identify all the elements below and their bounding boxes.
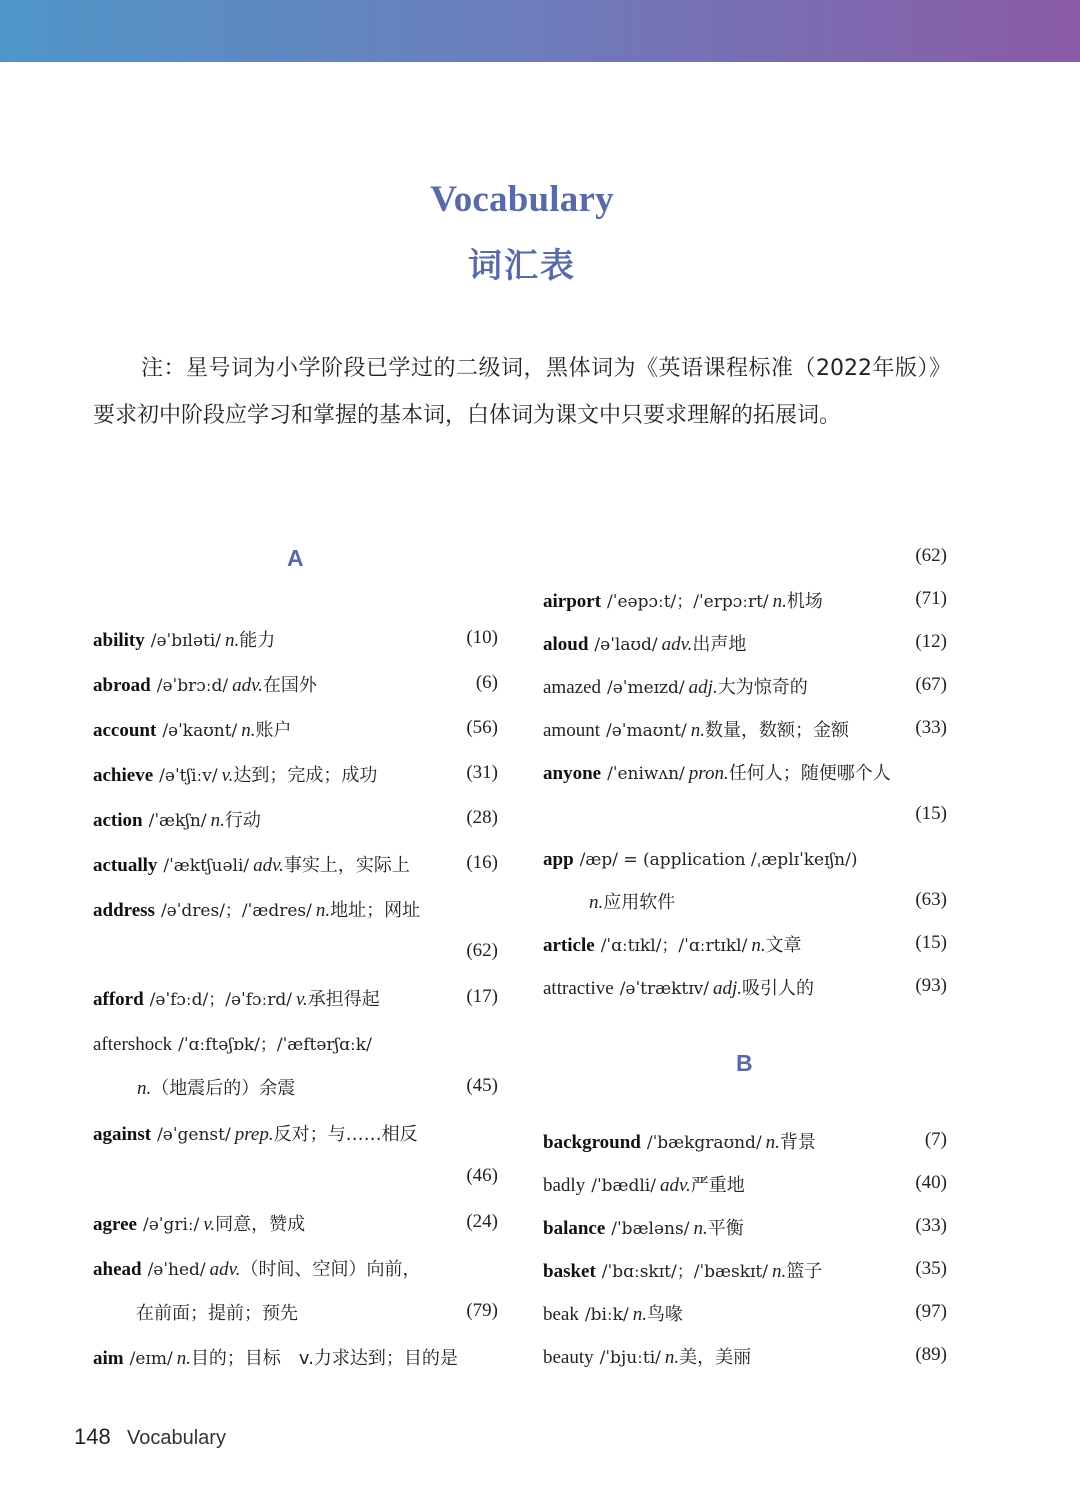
vocab-part-of-speech: n. xyxy=(210,810,225,831)
vocab-part-of-speech: v. xyxy=(296,989,308,1010)
vocab-definition: 篮子 xyxy=(786,1261,823,1282)
vocab-phonetic: /æp/ = (application /ˌæplɪˈkeɪʃn/) xyxy=(579,850,858,870)
vocab-part-of-speech: n. xyxy=(315,900,331,921)
vocab-definition: 行动 xyxy=(224,810,261,831)
vocab-definition: 同意，赞成 xyxy=(215,1214,306,1235)
vocab-page-ref: (10) xyxy=(466,627,498,648)
vocab-entry xyxy=(543,715,849,745)
vocab-page-ref: (62) xyxy=(915,545,947,566)
vocab-phonetic: /əˈgenst/ xyxy=(157,1125,231,1145)
vocab-phonetic: /əˈkaʊnt/ xyxy=(162,721,238,741)
vocab-word: aloud xyxy=(543,634,589,655)
vocab-phonetic: /ˈeəpɔːt/；/ˈerpɔːrt/ xyxy=(607,592,769,612)
vocab-part-of-speech: n. xyxy=(772,591,787,612)
vocab-part-of-speech: n. xyxy=(765,1132,780,1153)
vocab-definition: 目的；目标 v.力求达到；目的是 xyxy=(190,1348,458,1369)
vocab-phonetic: /ˈækʃn/ xyxy=(148,811,207,831)
vocab-part-of-speech: n. xyxy=(137,1078,152,1099)
vocab-word: beauty xyxy=(543,1347,594,1368)
vocab-entry xyxy=(543,758,891,788)
vocab-entry xyxy=(93,670,317,700)
vocab-part-of-speech: adv. xyxy=(661,634,693,655)
vocab-page-ref: (67) xyxy=(915,674,947,695)
vocab-definition: 地址；网址 xyxy=(330,900,421,921)
vocab-page-ref: (33) xyxy=(915,717,947,738)
vocab-word: attractive xyxy=(543,978,614,999)
vocab-definition: 大为惊奇的 xyxy=(717,677,808,698)
vocab-entry xyxy=(93,760,377,790)
vocab-phonetic: /əˈfɔːd/；/əˈfɔːrd/ xyxy=(149,990,293,1010)
vocab-entry xyxy=(543,1127,816,1157)
vocab-phonetic: /ˈɑːtɪkl/；/ˈɑːrtɪkl/ xyxy=(600,936,748,956)
vocab-definition: 账户 xyxy=(255,720,292,741)
vocab-word: achieve xyxy=(93,765,154,786)
vocab-phonetic: /ˈeniwʌn/ xyxy=(607,764,685,784)
vocab-page-ref: (71) xyxy=(915,588,947,609)
vocab-word: aim xyxy=(93,1348,124,1369)
vocab-entry xyxy=(543,672,808,702)
vocab-page-ref: (40) xyxy=(915,1172,947,1193)
vocab-page-ref: (12) xyxy=(915,631,947,652)
note-paragraph: 注：星号词为小学阶段已学过的二级词，黑体词为《英语课程标准（2022年版）》要求初中阶段应学习和掌握的基本词，白体词为课文中只要求理解的拓展词。 xyxy=(93,356,951,428)
vocab-entry xyxy=(93,895,420,925)
section-heading-a: A xyxy=(287,545,304,571)
vocab-word: badly xyxy=(543,1175,586,1196)
vocab-word: ability xyxy=(93,630,145,651)
vocab-phonetic: /ˈbæləns/ xyxy=(611,1219,690,1239)
vocab-page-ref: (45) xyxy=(466,1075,498,1096)
vocab-phonetic: /əˈdres/；/ˈædres/ xyxy=(160,901,312,921)
vocab-entry xyxy=(543,1342,751,1372)
vocab-page-ref: (6) xyxy=(475,672,498,693)
vocab-entry xyxy=(93,805,261,835)
vocab-definition: 事实上，实际上 xyxy=(283,855,410,876)
vocab-definition: 文章 xyxy=(765,935,802,956)
vocab-definition: 机场 xyxy=(786,591,823,612)
vocab-entry xyxy=(93,1029,372,1059)
footer-label: Vocabulary xyxy=(127,1427,226,1449)
vocab-entry xyxy=(93,1343,458,1373)
vocab-entry xyxy=(133,1073,295,1103)
vocab-phonetic: /ˈæktʃuəli/ xyxy=(163,856,250,876)
vocab-part-of-speech: adv. xyxy=(209,1259,241,1280)
vocab-word: address xyxy=(93,900,155,921)
vocab-page-ref: (17) xyxy=(466,986,498,1007)
vocab-entry xyxy=(543,1170,745,1200)
page-title-chinese: 词汇表 xyxy=(468,246,576,286)
vocab-phonetic: /biːk/ xyxy=(584,1305,629,1325)
vocab-phonetic: /əˈmaʊnt/ xyxy=(606,721,687,741)
vocab-entry xyxy=(543,1256,822,1286)
page-title-english: Vocabulary xyxy=(430,179,614,220)
vocab-entry xyxy=(543,1299,683,1329)
vocab-definition: 吸引人的 xyxy=(742,978,815,999)
vocab-word: ahead xyxy=(93,1259,142,1280)
vocab-definition: 承担得起 xyxy=(307,989,380,1010)
vocab-entry xyxy=(93,984,380,1014)
vocab-part-of-speech: adv. xyxy=(659,1175,691,1196)
vocab-word: beak xyxy=(543,1304,579,1325)
vocab-phonetic: /əˈtʃiːv/ xyxy=(159,766,218,786)
vocab-part-of-speech: n. xyxy=(225,630,240,651)
vocab-page-ref: (15) xyxy=(915,803,947,824)
vocab-part-of-speech: prep. xyxy=(234,1124,274,1145)
vocab-page-ref: (15) xyxy=(915,932,947,953)
vocab-part-of-speech: adv. xyxy=(253,855,284,876)
vocab-phonetic: /əˈlaʊd/ xyxy=(594,635,658,655)
vocab-definition: 数量，数额；金额 xyxy=(705,720,850,741)
vocab-entry xyxy=(543,973,814,1003)
vocab-word: airport xyxy=(543,591,602,612)
vocab-entry xyxy=(543,930,802,960)
vocab-word: abroad xyxy=(93,675,151,696)
vocab-entry xyxy=(93,625,275,655)
vocab-page-ref: (56) xyxy=(466,717,498,738)
vocab-entry xyxy=(93,715,292,745)
vocab-word: app xyxy=(543,849,574,870)
vocab-entry xyxy=(93,1119,418,1149)
vocab-entry xyxy=(585,887,675,917)
vocab-definition: 美，美丽 xyxy=(679,1347,752,1368)
vocab-page-ref: (97) xyxy=(915,1301,947,1322)
vocab-phonetic: /əˈgriː/ xyxy=(142,1215,200,1235)
vocab-word: account xyxy=(93,720,157,741)
vocab-word: balance xyxy=(543,1218,606,1239)
vocab-phonetic: /əˈmeɪzd/ xyxy=(607,678,685,698)
vocab-definition: 达到；完成；成功 xyxy=(233,765,378,786)
vocab-phonetic: /ˈbækgraʊnd/ xyxy=(646,1133,762,1153)
vocab-page-ref: (28) xyxy=(466,807,498,828)
vocab-word: amount xyxy=(543,720,600,741)
vocab-page-ref: (46) xyxy=(466,1165,498,1186)
vocab-word: basket xyxy=(543,1261,596,1282)
vocab-part-of-speech: v. xyxy=(203,1214,216,1235)
vocab-definition: 鸟喙 xyxy=(646,1304,683,1325)
vocab-definition: 反对；与……相反 xyxy=(273,1124,418,1145)
vocab-page-ref: (31) xyxy=(466,762,498,783)
vocab-part-of-speech: n. xyxy=(772,1261,787,1282)
vocab-word: actually xyxy=(93,855,158,876)
vocab-part-of-speech: adj. xyxy=(688,677,718,698)
vocab-entry xyxy=(136,1298,298,1328)
vocab-part-of-speech: v. xyxy=(221,765,234,786)
vocab-part-of-speech: n. xyxy=(176,1348,191,1369)
vocab-definition: 平衡 xyxy=(707,1218,744,1239)
vocab-definition: 能力 xyxy=(239,630,276,651)
vocab-definition: （地震后的）余震 xyxy=(151,1078,296,1099)
vocab-word: anyone xyxy=(543,763,602,784)
section-heading-b: B xyxy=(736,1050,753,1076)
vocab-page-ref: (63) xyxy=(915,889,947,910)
vocab-entry xyxy=(543,844,857,874)
vocab-phonetic: /əˈhed/ xyxy=(147,1260,206,1280)
vocab-entry xyxy=(543,586,823,616)
vocab-page-ref: (62) xyxy=(466,940,498,961)
vocab-phonetic: /əˈbrɔːd/ xyxy=(156,676,229,696)
vocab-word: action xyxy=(93,810,143,831)
vocab-phonetic: /əˈtræktɪv/ xyxy=(619,979,709,999)
vocab-part-of-speech: n. xyxy=(690,720,706,741)
vocab-word: article xyxy=(543,935,595,956)
vocab-part-of-speech: n. xyxy=(664,1347,680,1368)
vocab-phonetic: /ˈɑːftəʃɒk/；/ˈæftərʃɑːk/ xyxy=(178,1035,372,1055)
vocab-part-of-speech: n. xyxy=(632,1304,647,1325)
vocab-word: agree xyxy=(93,1214,137,1235)
top-color-band xyxy=(0,0,1080,62)
vocab-entry xyxy=(543,629,746,659)
vocab-part-of-speech: n. xyxy=(589,892,604,913)
vocab-word: background xyxy=(543,1132,641,1153)
page-number: 148 xyxy=(74,1424,111,1449)
vocab-part-of-speech: adv. xyxy=(232,675,263,696)
vocab-part-of-speech: n. xyxy=(241,720,256,741)
vocab-word: aftershock xyxy=(93,1034,173,1055)
vocab-definition: 在前面；提前；预先 xyxy=(136,1303,298,1324)
vocab-entry xyxy=(93,1209,305,1239)
vocab-entry xyxy=(93,1254,420,1284)
vocab-phonetic: /ˈbjuːti/ xyxy=(599,1348,661,1368)
vocab-page-ref: (33) xyxy=(915,1215,947,1236)
vocab-page-ref: (79) xyxy=(466,1300,498,1321)
vocab-definition: 严重地 xyxy=(690,1175,745,1196)
vocab-part-of-speech: n. xyxy=(693,1218,708,1239)
vocab-page-ref: (35) xyxy=(915,1258,947,1279)
vocab-definition: （时间、空间）向前， xyxy=(240,1259,421,1280)
vocab-part-of-speech: adj. xyxy=(713,978,743,999)
vocab-part-of-speech: pron. xyxy=(688,763,729,784)
vocab-phonetic: /əˈbɪləti/ xyxy=(150,631,222,651)
vocab-phonetic: /eɪm/ xyxy=(129,1349,173,1369)
vocab-entry xyxy=(543,1213,744,1243)
vocab-phonetic: /ˈbædli/ xyxy=(591,1176,656,1196)
vocab-phonetic: /ˈbɑːskɪt/；/ˈbæskɪt/ xyxy=(601,1262,768,1282)
vocab-part-of-speech: n. xyxy=(751,935,766,956)
vocab-word: afford xyxy=(93,989,144,1010)
vocab-definition: 在国外 xyxy=(262,675,317,696)
vocab-definition: 出声地 xyxy=(692,634,747,655)
vocab-page-ref: (93) xyxy=(915,975,947,996)
vocab-definition: 任何人；随便哪个人 xyxy=(728,763,891,784)
vocab-entry xyxy=(93,850,410,880)
vocab-page-ref: (7) xyxy=(924,1129,947,1150)
vocab-word: against xyxy=(93,1124,152,1145)
vocab-definition: 应用软件 xyxy=(603,892,676,913)
vocab-page-ref: (16) xyxy=(466,852,498,873)
vocab-word: amazed xyxy=(543,677,602,698)
vocab-page-ref: (24) xyxy=(466,1211,498,1232)
vocab-page-ref: (89) xyxy=(915,1344,947,1365)
vocab-definition: 背景 xyxy=(779,1132,816,1153)
